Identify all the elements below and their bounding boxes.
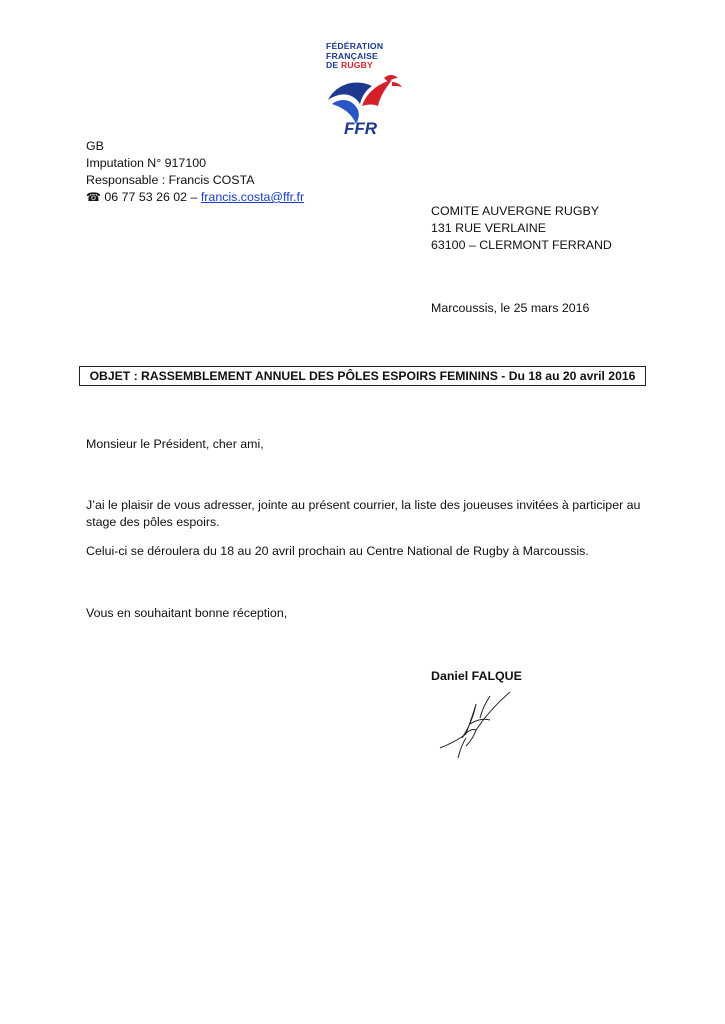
sender-email-link[interactable]: francis.costa@ffr.fr [200, 190, 305, 204]
ffr-logo-text [326, 42, 416, 71]
body-paragraph-1: J’ai le plaisir de vous adresser, jointe au présent courrier, la liste des joueuses invitées à participer au stage des pôles espoirs. [86, 498, 641, 529]
ffr-rooster-logo [322, 70, 404, 138]
sender-phone: 06 77 53 26 02 – [100, 190, 201, 204]
signer-name: Daniel FALQUE [431, 669, 522, 683]
logo-line-rugby: DE RUGBY [326, 60, 373, 71]
recipient-line-3: 63100 – CLERMONT FERRAND [431, 238, 612, 252]
recipient-address [431, 203, 612, 254]
letter-object: OBJET : RASSEMBLEMENT ANNUEL DES PÔLES ESPOIRS FEMININS - Du 18 au 20 avril 2016 [79, 366, 646, 386]
logo-line-federation: FÉDÉRATION [326, 41, 384, 51]
letter-date: Marcoussis, le 25 mars 2016 [431, 301, 590, 315]
sender-initials: GB [86, 139, 104, 153]
closing-line: Vous en souhaitant bonne réception, [86, 606, 288, 620]
handwritten-signature [436, 688, 516, 760]
body-paragraph-2: Celui-ci se déroulera du 18 au 20 avril prochain au Centre National de Rugby à Marcoussis. [86, 544, 589, 558]
sender-contact [86, 189, 304, 206]
recipient-line-1: COMITE AUVERGNE RUGBY [431, 204, 599, 218]
logo-line-francaise: FRANÇAISE [326, 50, 378, 61]
sender-imputation: Imputation N° 917100 [86, 156, 206, 170]
salutation: Monsieur le Président, cher ami, [86, 437, 264, 451]
recipient-line-2: 131 RUE VERLAINE [431, 221, 547, 235]
sender-responsible: Responsable : Francis COSTA [86, 173, 255, 187]
sender-block [86, 138, 304, 206]
telephone-icon: ☎ [86, 190, 101, 204]
logo-acronym: FFR [344, 119, 378, 138]
